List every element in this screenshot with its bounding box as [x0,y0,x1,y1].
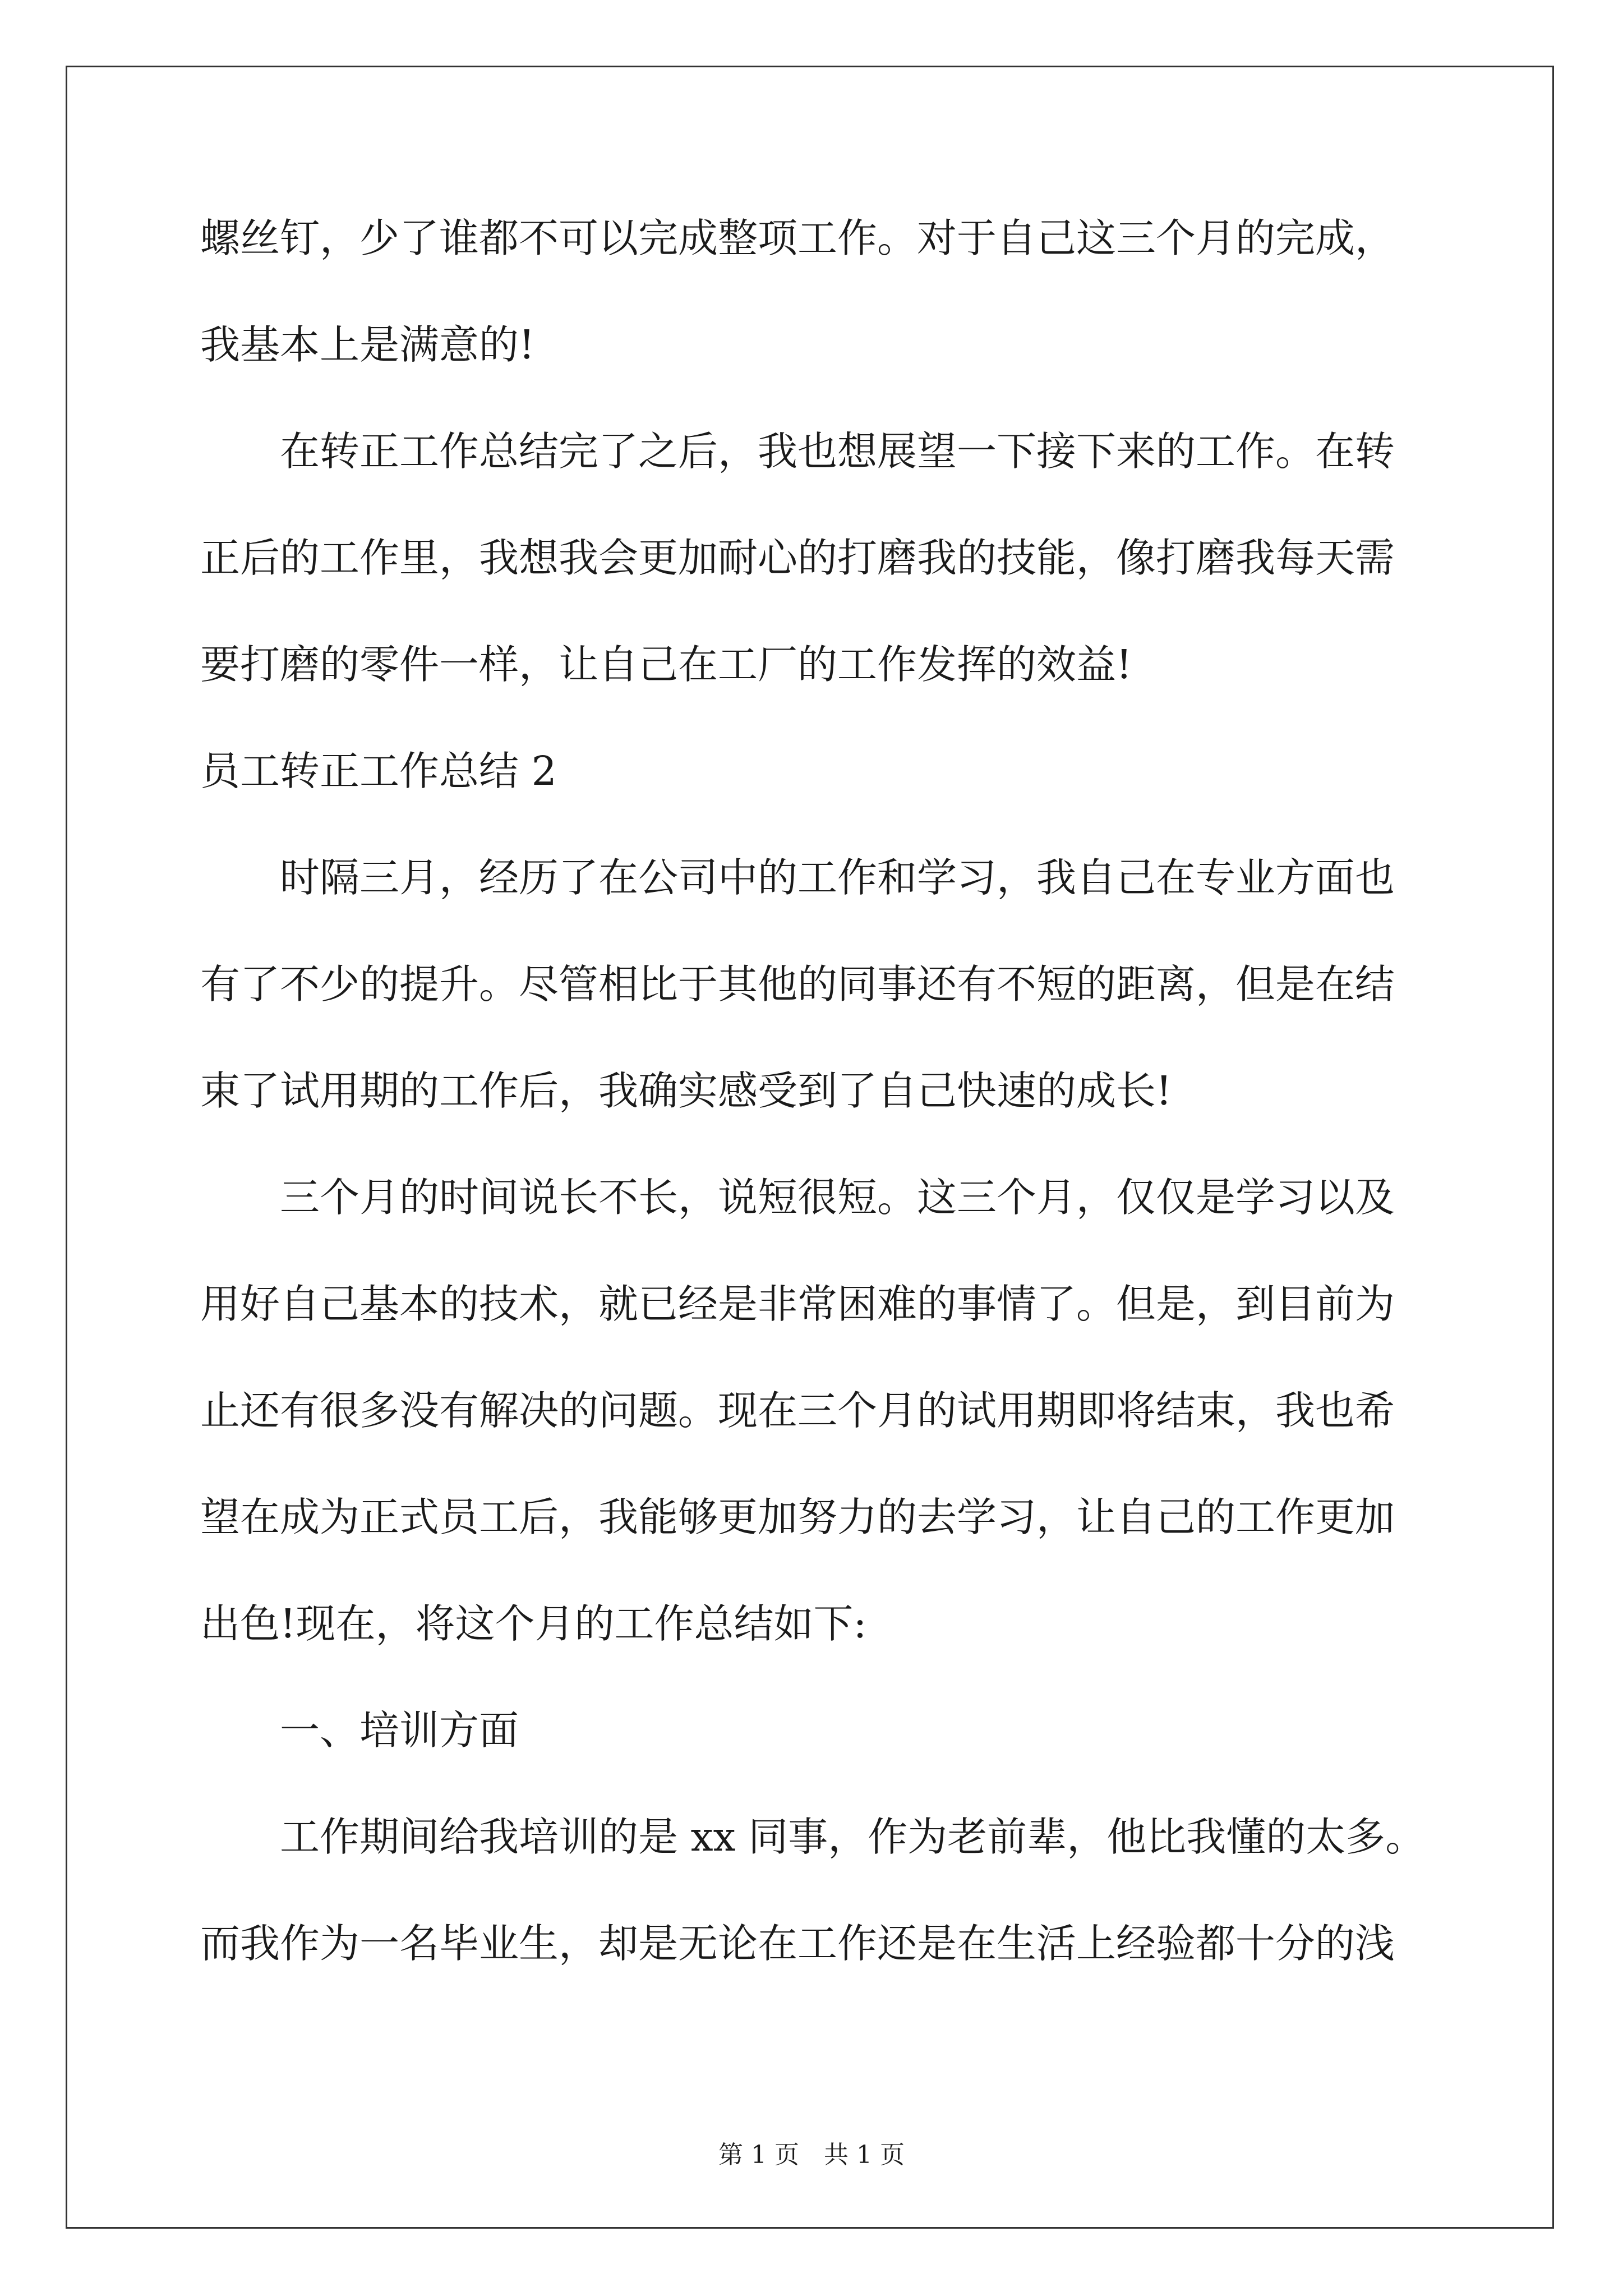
text-line: 用好自己基本的技术，就已经是非常困难的事情了。但是，到目前为 [200,1281,1395,1327]
text-line: 出色!现在，将这个月的工作总结如下: [200,1600,867,1647]
text-line: 时隔三月，经历了在公司中的工作和学习，我自己在专业方面也 [280,854,1395,901]
text-line: 工作期间给我培训的是 xx 同事，作为老前辈，他比我懂的太多。 [280,1814,1426,1860]
text-line: 止还有很多没有解决的问题。现在三个月的试用期即将结束，我也希 [200,1387,1395,1434]
text-line: 螺丝钉，少了谁都不可以完成整项工作。对于自己这三个月的完成， [200,215,1395,261]
text-line: 望在成为正式员工后，我能够更加努力的去学习，让自己的工作更加 [200,1494,1395,1540]
page-number-footer: 第 1 页 共 1 页 [718,2141,905,2169]
text-line: 正后的工作里，我想我会更加耐心的打磨我的技能，像打磨我每天需 [200,535,1395,581]
text-line: 束了试用期的工作后，我确实感受到了自己快速的成长! [200,1068,1172,1114]
section-heading: 员工转正工作总结 2 [200,748,557,794]
text-line: 在转正工作总结完了之后，我也想展望一下接下来的工作。在转 [280,428,1395,475]
text-line: 三个月的时间说长不长，说短很短。这三个月，仅仅是学习以及 [280,1174,1395,1221]
text-line: 而我作为一名毕业生，却是无论在工作还是在生活上经验都十分的浅 [200,1920,1395,1967]
text-line: 我基本上是满意的! [200,321,535,368]
document-body [200,185,1428,1997]
subsection-heading: 一、培训方面 [280,1707,519,1754]
text-line: 有了不少的提升。尽管相比于其他的同事还有不短的距离，但是在结 [200,961,1395,1007]
text-line: 要打磨的零件一样，让自己在工厂的工作发挥的效益! [200,641,1132,688]
